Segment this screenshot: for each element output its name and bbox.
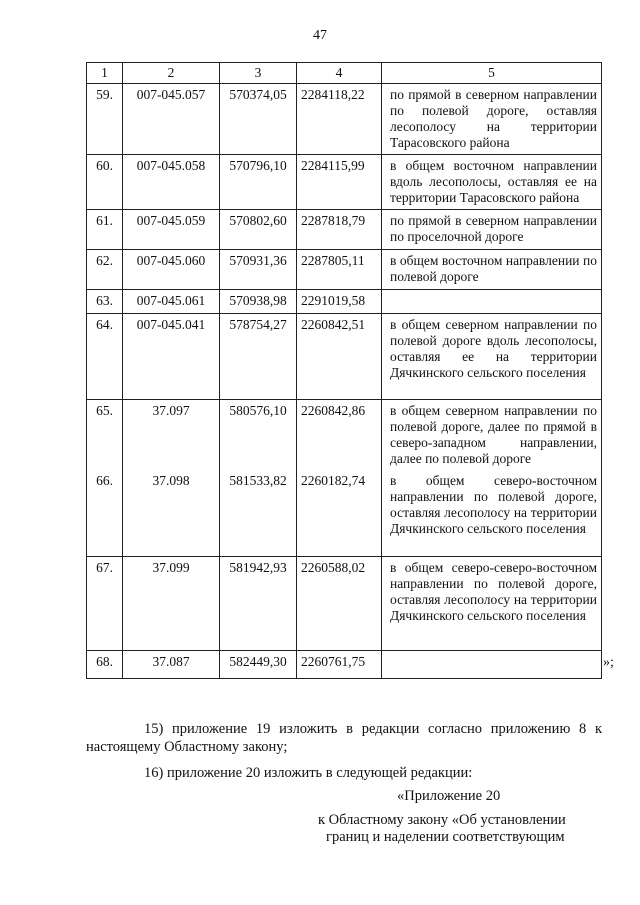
closing-quote: »; xyxy=(603,655,614,670)
coord-x: 570931,36 xyxy=(220,250,297,290)
boundary-points-table xyxy=(86,62,602,679)
direction-description: в общем северо-восточном направлении по полевой дороге, оставляя лесополосу на территории Дячкинского сельского поселения xyxy=(382,470,602,556)
point-number: 61. xyxy=(87,210,123,250)
point-code: 37.099 xyxy=(123,556,220,650)
appendix-title: «Приложение 20 xyxy=(397,788,501,804)
table-row xyxy=(87,84,602,155)
coord-y: 2284118,22 xyxy=(297,84,382,155)
paragraph-15 xyxy=(86,720,602,756)
direction-description: в общем восточном направлении по полевой дороге xyxy=(382,250,602,290)
direction-description xyxy=(382,290,602,314)
coord-y: 2260842,51 xyxy=(297,314,382,400)
coord-y: 2284115,99 xyxy=(297,155,382,210)
point-code: 37.087 xyxy=(123,650,220,678)
coord-y: 2260182,74 xyxy=(297,470,382,556)
direction-description: по прямой в северном направлении по проселочной дороге xyxy=(382,210,602,250)
point-code: 37.098 xyxy=(123,470,220,556)
point-code: 37.097 xyxy=(123,400,220,471)
point-number: 63. xyxy=(87,290,123,314)
table-row xyxy=(87,556,602,650)
point-code: 007-045.057 xyxy=(123,84,220,155)
coord-y: 2291019,58 xyxy=(297,290,382,314)
paragraph-16 xyxy=(86,764,602,782)
table-row xyxy=(87,290,602,314)
table-row xyxy=(87,155,602,210)
header-cell: 1 xyxy=(87,63,123,84)
point-code: 007-045.060 xyxy=(123,250,220,290)
direction-description: по прямой в северном направлении по полевой дороге, оставляя лесополосу на территории Тарасовского района xyxy=(382,84,602,155)
point-code: 007-045.041 xyxy=(123,314,220,400)
table-row xyxy=(87,210,602,250)
table-row xyxy=(87,650,602,678)
coord-x: 570938,98 xyxy=(220,290,297,314)
point-number: 60. xyxy=(87,155,123,210)
table-row xyxy=(87,400,602,471)
coord-x: 581942,93 xyxy=(220,556,297,650)
point-code: 007-045.061 xyxy=(123,290,220,314)
direction-description: в общем восточном направлении вдоль лесополосы, оставляя ее на территории Тарасовского района xyxy=(382,155,602,210)
point-code: 007-045.059 xyxy=(123,210,220,250)
direction-description xyxy=(382,650,602,678)
table-row xyxy=(87,250,602,290)
header-cell: 2 xyxy=(123,63,220,84)
direction-description: в общем северо-северо-восточном направлении по полевой дороге, оставляя лесополосу на территории Дячкинского сельского поселения xyxy=(382,556,602,650)
coord-y: 2260842,86 xyxy=(297,400,382,471)
header-cell: 3 xyxy=(220,63,297,84)
coord-x: 570796,10 xyxy=(220,155,297,210)
table-row xyxy=(87,314,602,400)
point-number: 66. xyxy=(87,470,123,556)
coord-x: 570802,60 xyxy=(220,210,297,250)
header-cell: 4 xyxy=(297,63,382,84)
appendix-line-2: границ и наделении соответствующим xyxy=(326,829,565,845)
table-header-row xyxy=(87,63,602,84)
point-number: 64. xyxy=(87,314,123,400)
coord-y: 2260588,02 xyxy=(297,556,382,650)
coord-y: 2287818,79 xyxy=(297,210,382,250)
point-number: 62. xyxy=(87,250,123,290)
point-number: 59. xyxy=(87,84,123,155)
direction-description: в общем северном направлении по полевой дороге вдоль лесополосы, оставляя ее на территории Дячкинского сельского поселения xyxy=(382,314,602,400)
paragraph-15-text: 15) приложение 19 изложить в редакции согласно приложению 8 к настоящему Областному закону; xyxy=(86,721,602,755)
point-code: 007-045.058 xyxy=(123,155,220,210)
coord-x: 580576,10 xyxy=(220,400,297,471)
point-number: 68. xyxy=(87,650,123,678)
coord-y: 2260761,75 xyxy=(297,650,382,678)
coord-x: 578754,27 xyxy=(220,314,297,400)
table-row xyxy=(87,470,602,556)
direction-description: в общем северном направлении по полевой дороге, далее по прямой в северо-западном направлении, далее по полевой дороге xyxy=(382,400,602,471)
coord-x: 570374,05 xyxy=(220,84,297,155)
coord-y: 2287805,11 xyxy=(297,250,382,290)
page-number: 47 xyxy=(313,28,327,43)
coord-x: 581533,82 xyxy=(220,470,297,556)
paragraph-16-text: 16) приложение 20 изложить в следующей редакции: xyxy=(144,765,473,781)
point-number: 65. xyxy=(87,400,123,471)
appendix-line-1: к Областному закону «Об установлении xyxy=(318,812,566,828)
coord-x: 582449,30 xyxy=(220,650,297,678)
header-cell: 5 xyxy=(382,63,602,84)
point-number: 67. xyxy=(87,556,123,650)
